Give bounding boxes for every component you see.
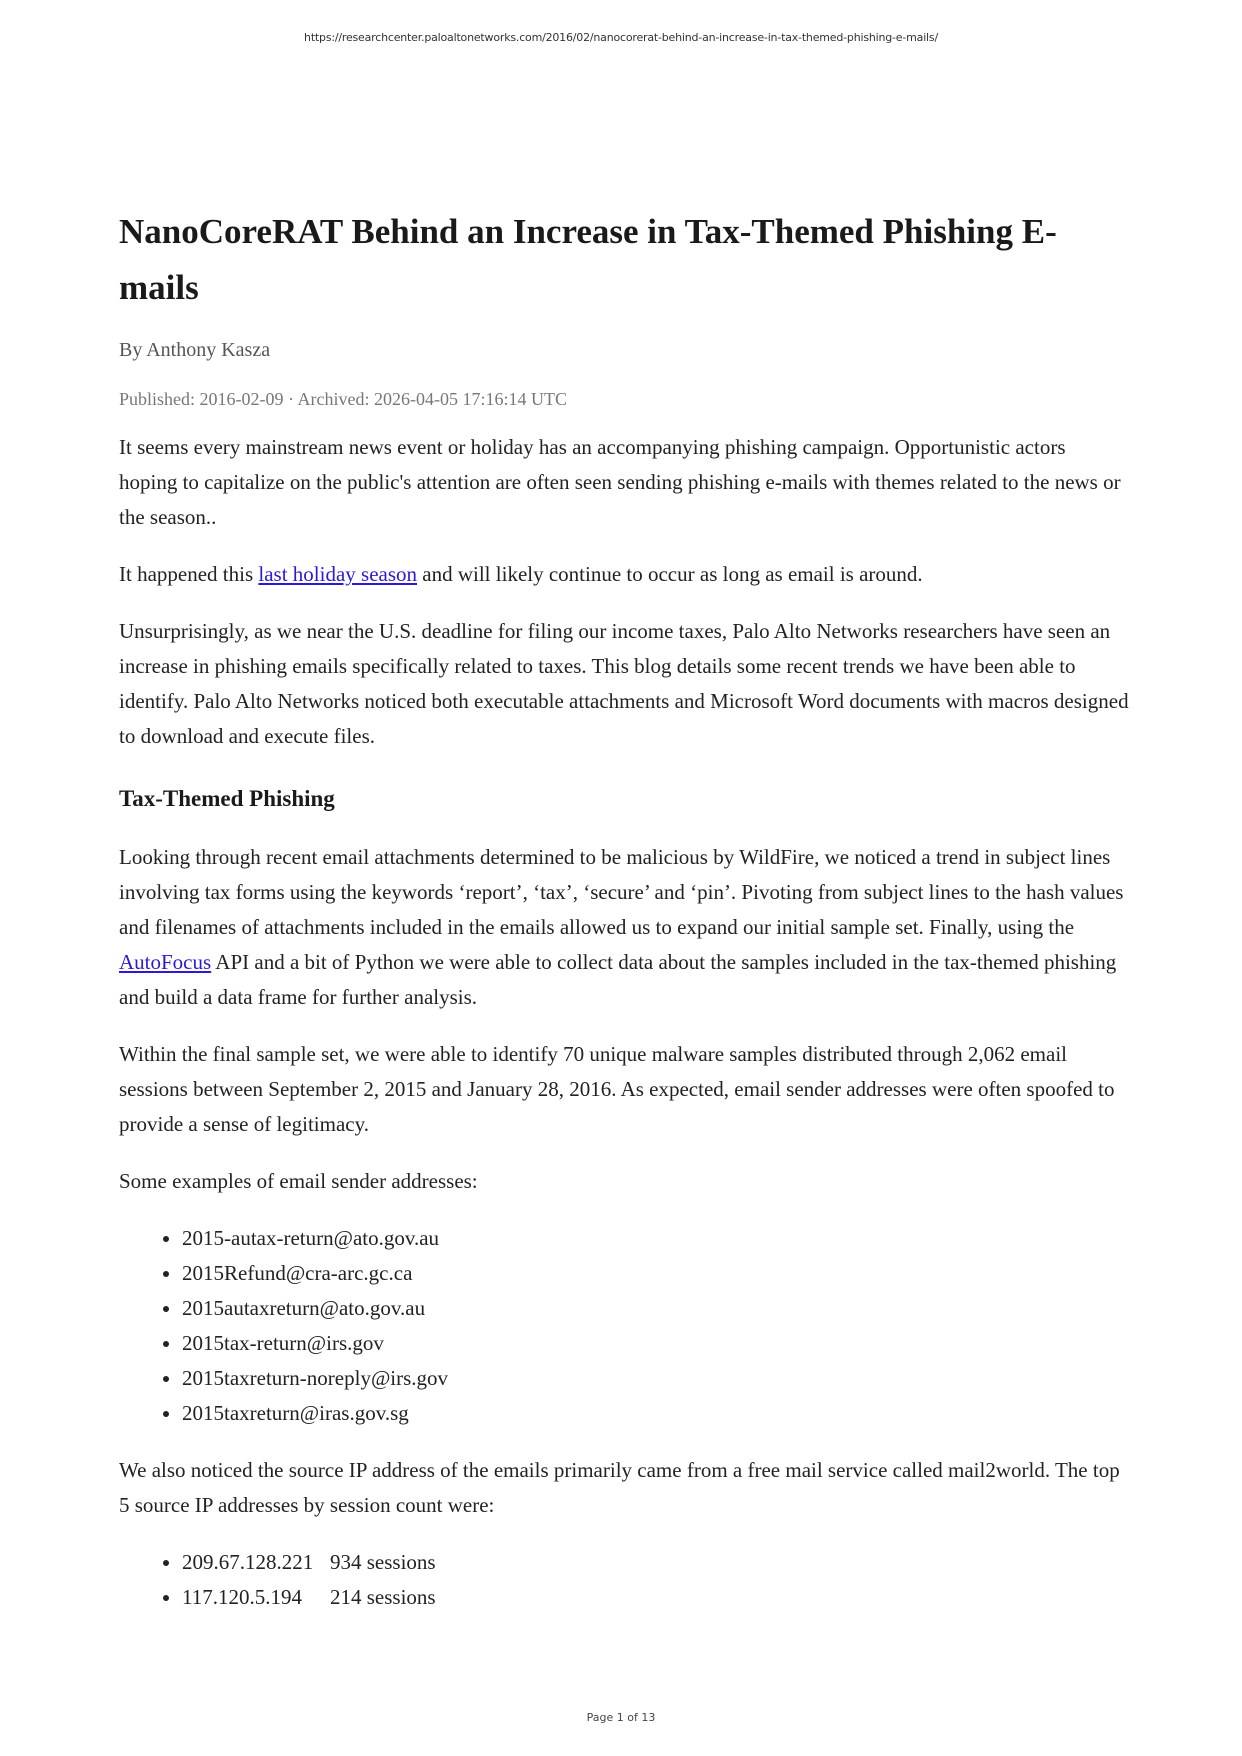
page-number: Page 1 of 13 (586, 1711, 656, 1724)
list-item (182, 1580, 1129, 1615)
list-item: • 2015autaxreturn@ato.gov.au (182, 1291, 1129, 1326)
article-byline: By Anthony Kasza (119, 339, 271, 361)
list-item: • 2015Refund@cra-arc.gc.ca (182, 1256, 1129, 1291)
list-item: • 2015-autax-return@ato.gov.au (182, 1221, 1129, 1256)
article (119, 204, 1129, 1637)
ip-address: 117.120.5.194 (182, 1585, 302, 1609)
list-item: • 2015taxreturn@iras.gov.sg (182, 1396, 1129, 1431)
page-url-header: https://researchcenter.paloaltonetworks.com/2016/02/nanocorerat-behind-an-increase-in-tax-themed-phishing-e-mails/ (304, 31, 938, 44)
article-meta: Published: 2016-02-09 · Archived: 2026-04-05 17:16:14 UTC (119, 389, 567, 409)
list-item: • 2015tax-return@irs.gov (182, 1326, 1129, 1361)
section-heading-tax-themed-phishing: Tax-Themed Phishing (119, 786, 335, 811)
autofocus-link[interactable]: AutoFocus (119, 950, 212, 974)
paragraph-ip-intro: We also noticed the source IP address of the emails primarily came from a free mail service called mail2world. The top 5 source IP addresses by session count were: (119, 1458, 1120, 1517)
last-holiday-season-link[interactable]: last holiday season (258, 562, 418, 586)
sender-address-list (119, 1221, 1129, 1431)
ip-address: 209.67.128.221 (182, 1550, 314, 1574)
paragraph-intro: It seems every mainstream news event or holiday has an accompanying phishing campaign. Opportunistic actors hoping to capitalize on the public's attention are often seen sending phishing e-mails with themes related to the news or the season.. (119, 435, 1121, 529)
list-item (182, 1545, 1129, 1580)
text: Looking through recent email attachments determined to be malicious by WildFire, we noticed a trend in subject lines involving tax forms using the keywords ‘report’, ‘tax’, ‘secure’ and ‘pin’. Pivoting from subject lines to the hash values and filenames of attachments included in the emails allowed us to expand our initial sample set. Finally, using the (119, 845, 1124, 939)
text: API and a bit of Python we were able to collect data about the samples included in the tax-themed phishing and build a data frame for further analysis. (119, 950, 1117, 1009)
text: and will likely continue to occur as long as email is around. (417, 562, 923, 586)
text: It happened this (119, 562, 259, 586)
paragraph-sample-set: Within the final sample set, we were able to identify 70 unique malware samples distributed through 2,062 email sessions between September 2, 2015 and January 28, 2016. As expected, email sender addresses were often spoofed to provide a sense of legitimacy. (119, 1042, 1115, 1136)
paragraph-taxes: Unsurprisingly, as we near the U.S. deadline for filing our income taxes, Palo Alto Networks researchers have seen an increase in phishing emails specifically related to taxes. This blog details some recent trends we have been able to identify. Palo Alto Networks noticed both executable attachments and Microsoft Word documents with macros designed to download and execute files. (119, 619, 1129, 748)
paragraph-holiday (119, 557, 1129, 592)
article-title: NanoCoreRAT Behind an Increase in Tax-Themed Phishing E-mails (119, 212, 1057, 307)
paragraph-sender-intro: Some examples of email sender addresses: (119, 1169, 478, 1193)
paragraph-wildfire (119, 840, 1129, 1015)
session-count: 214 sessions (330, 1585, 436, 1609)
session-count: 934 sessions (330, 1550, 436, 1574)
list-item: • 2015taxreturn-noreply@irs.gov (182, 1361, 1129, 1396)
ip-address-list (119, 1545, 1129, 1615)
